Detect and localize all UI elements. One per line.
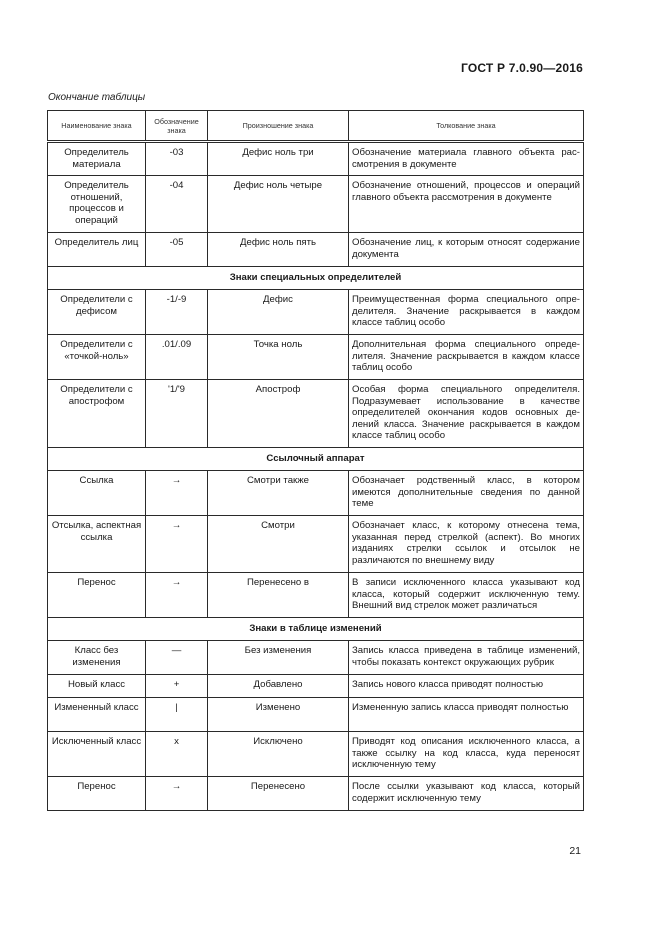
sign-name: Отсылка, аспектная ссылка [51,520,142,543]
sign-symbol: -03 [169,147,184,158]
section-row [48,448,584,471]
sign-name: Перенос [77,781,116,792]
sign-name: Ссылка [79,475,114,486]
sign-symbol: + [173,679,180,690]
document-code: ГОСТ Р 7.0.90—2016 [460,61,583,75]
table-row [48,516,584,573]
sign-description: Дополнительная форма специального определителя. Значение раскрывается в каждом классе таблиц особо [352,339,580,373]
sign-symbol: .01/.09 [161,339,192,350]
table-row [48,176,584,233]
column-header-description: Толкование знака [349,111,584,142]
sign-pronunciation: Дефис ноль пять [239,237,316,248]
sign-symbol: | [175,702,178,713]
sign-description: Запись нового класса приводят полностью [352,679,544,690]
sign-symbol: x [174,736,179,747]
sign-description: Запись класса приведена в таблице изменений, чтобы показать контекст окружающих рубрик [352,645,580,668]
sign-name: Измененный класс [54,702,139,713]
sign-pronunciation: Дефис ноль три [242,147,314,158]
sign-name: Определители с «точкой-ноль» [60,339,133,362]
sign-pronunciation: Перенесено в [246,577,310,588]
sign-name: Определители с апострофом [60,384,133,407]
sign-description: Обозначение материала главного объекта рассмотрения в документе [352,147,580,170]
sign-pronunciation: Дефис ноль четыре [233,180,323,191]
sign-description: Особая форма специального определителя. Подразумевает использование в качестве определителей окончания кодов основных делений класса. Значение раскрывается в каждом классе таблиц особо [352,384,580,441]
sign-pronunciation: Добавлено [253,679,303,690]
table-row [48,471,584,516]
table-row [48,573,584,618]
sign-name: Класс без изменения [72,645,121,668]
section-title: Знаки специальных определителей [48,267,584,290]
sign-pronunciation: Дефис [263,294,293,305]
section-title: Знаки в таблице изменений [48,618,584,641]
sign-symbol: -1/-9 [166,294,187,305]
table-row [48,142,584,176]
sign-description: Преимущественная форма специального определителя. Значение раскрывается в каждом классе таблиц особо [352,294,580,328]
sign-description: Обозначает родственный класс, в котором имеются дополнительные сведения по данной теме [352,475,580,509]
sign-name: Определитель материала [64,147,129,170]
sign-pronunciation: Изменено [255,702,301,713]
sign-description: Обозначает класс, к которому отнесена тема, указанная перед стрелкой (аспект). Во многих изданиях стрелки ссылок и отсылок не различаются по внешнему виду [352,520,580,566]
table-row [48,335,584,380]
sign-name: Определитель отношений, процессов и операций [64,180,129,226]
sign-pronunciation: Перенесено [250,781,306,792]
table-row [48,732,584,777]
sign-description: В записи исключенного класса указывают код класса, который содержит исключенную тему. Внешний вид стрелок может различаться [352,577,580,611]
sign-pronunciation: Точка ноль [253,339,303,350]
sign-symbol: → [171,475,182,486]
table-row [48,290,584,335]
sign-name: Определители с дефисом [60,294,133,317]
table-row [48,777,584,811]
sign-pronunciation: Исключено [253,736,303,747]
column-header-symbol: Обозначение знака [146,111,208,142]
sign-symbol: -05 [169,237,184,248]
signs-table [47,110,584,811]
table-row [48,698,584,732]
table-row [48,380,584,448]
table-row [48,233,584,267]
sign-symbol: -04 [169,180,184,191]
table-row [48,641,584,675]
sign-symbol: → [171,520,182,531]
sign-name: Новый класс [67,679,126,690]
sign-symbol: → [171,781,182,792]
sign-symbol: '1/'9 [168,384,185,395]
sign-symbol: — [171,645,182,656]
sign-symbol: → [171,577,182,588]
sign-name: Определитель лиц [54,237,139,248]
sign-description: Обозначение лиц, к которым относят содержание документа [352,237,580,260]
column-header-name: Наименование знака [48,111,146,142]
section-row [48,267,584,290]
table-caption: Окончание таблицы [48,92,146,103]
sign-pronunciation: Смотри [261,520,295,531]
sign-pronunciation: Смотри также [247,475,309,486]
sign-description: Измененную запись класса приводят полностью [352,702,569,713]
sign-name: Исключенный класс [51,736,142,747]
column-header-pronunciation: Произношение знака [208,111,349,142]
sign-pronunciation: Апостроф [255,384,301,395]
sign-description: После ссылки указывают код класса, который содержит исключенную тему [352,781,580,804]
section-row [48,618,584,641]
sign-pronunciation: Без изменения [244,645,312,656]
sign-description: Приводят код описания исключенного класса, а также ссылку на код класса, куда переносят исключенную тему [352,736,580,770]
sign-description: Обозначение отношений, процессов и операций главного объекта рассмотрения в документе [352,180,580,203]
table-header-row [48,111,584,142]
page-number: 21 [569,845,581,857]
section-title: Ссылочный аппарат [48,448,584,471]
sign-name: Перенос [77,577,116,588]
table-row [48,675,584,698]
